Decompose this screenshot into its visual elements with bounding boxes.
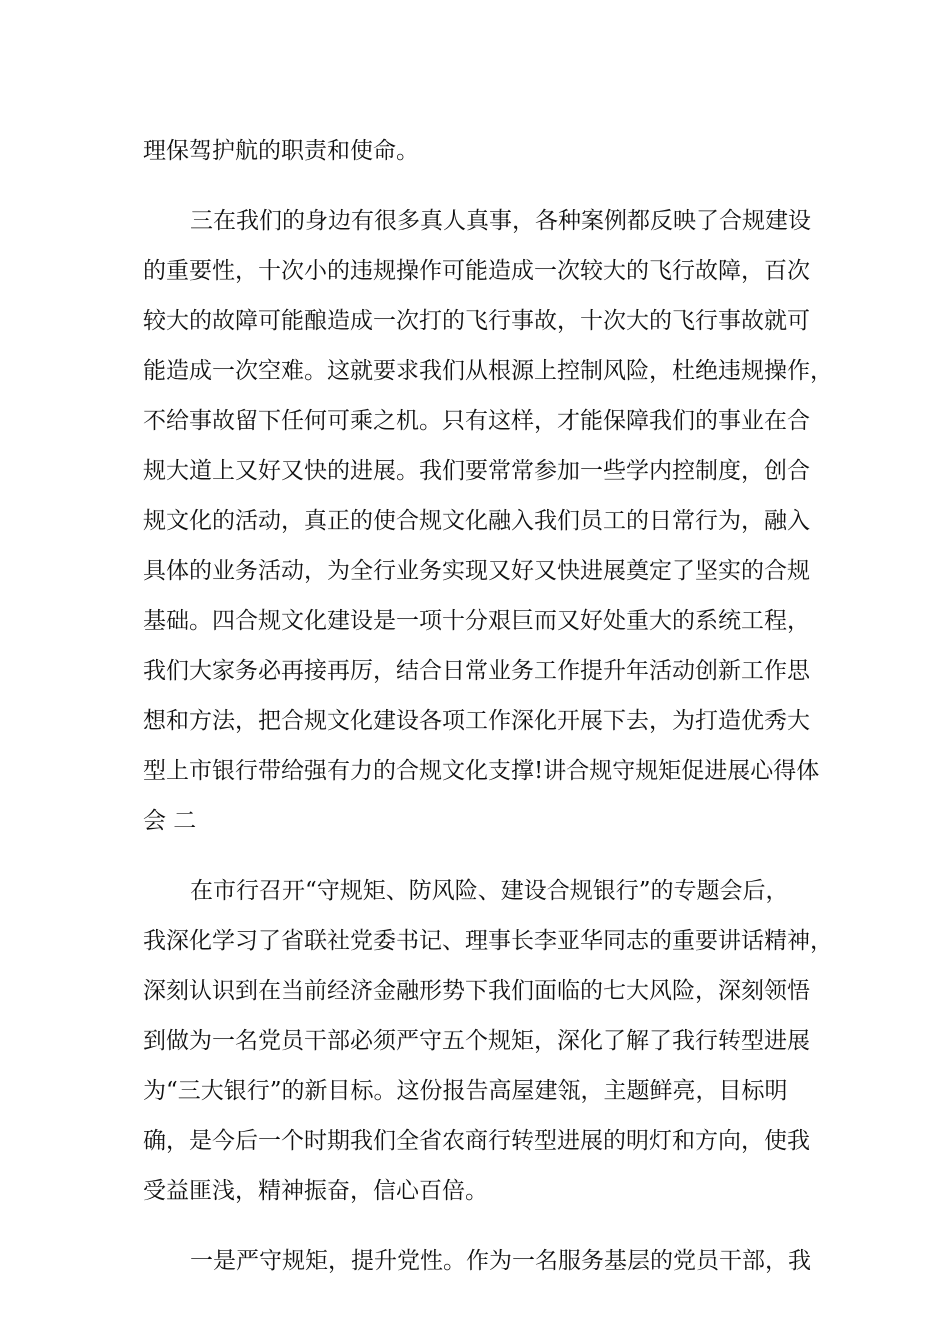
document-body <box>143 126 833 1286</box>
text-line: 规大道上又好又快的进展。我们要常常参加一些学内控制度，创合 <box>143 458 810 484</box>
text-line: 不给事故留下任何可乘之机。只有这样，才能保障我们的事业在合 <box>143 408 810 434</box>
text-line: 想和方法，把合规文化建设各项工作深化开展下去，为打造优秀大 <box>143 708 810 734</box>
text-line: 的重要性，十次小的违规操作可能造成一次较大的飞行故障，百次 <box>143 258 810 284</box>
text-line: 我深化学习了省联社党委书记、理事长李亚华同志的重要讲话精神， <box>143 928 833 954</box>
text-line: 理保驾护航的职责和使命。 <box>143 138 419 164</box>
text-line: 具体的业务活动，为全行业务实现又好又快进展奠定了坚实的合规 <box>143 558 810 584</box>
text-line: 基础。四合规文化建设是一项十分艰巨而又好处重大的系统工程， <box>143 608 810 634</box>
text-line: 受益匪浅，精神振奋，信心百倍。 <box>143 1178 488 1204</box>
paragraph-start-line: 三在我们的身边有很多真人真事，各种案例都反映了合规建设 <box>190 208 811 234</box>
text-line: 会 二 <box>143 808 197 834</box>
paragraph-start-line: 在市行召开“守规矩、防风险、建设合规银行”的专题会后， <box>190 878 789 904</box>
text-line: 型上市银行带给强有力的合规文化支撑!讲合规守规矩促进展心得体 <box>143 758 820 784</box>
text-line: 确，是今后一个时期我们全省农商行转型进展的明灯和方向，使我 <box>143 1128 810 1154</box>
text-line: 深刻认识到在当前经济金融形势下我们面临的七大风险，深刻领悟 <box>143 978 810 1004</box>
text-line: 较大的故障可能酿造成一次打的飞行事故，十次大的飞行事故就可 <box>143 308 810 334</box>
text-line: 我们大家务必再接再厉，结合日常业务工作提升年活动创新工作思 <box>143 658 810 684</box>
text-line: 为“三大银行”的新目标。这份报告高屋建瓴，主题鲜亮，目标明 <box>143 1078 788 1104</box>
text-line: 规文化的活动，真正的使合规文化融入我们员工的日常行为，融入 <box>143 508 810 534</box>
paragraph-start-line: 一是严守规矩，提升党性。作为一名服务基层的党员干部，我 <box>190 1248 811 1274</box>
text-line: 到做为一名党员干部必须严守五个规矩，深化了解了我行转型进展 <box>143 1028 810 1054</box>
text-line: 能造成一次空难。这就要求我们从根源上控制风险，杜绝违规操作， <box>143 358 833 384</box>
